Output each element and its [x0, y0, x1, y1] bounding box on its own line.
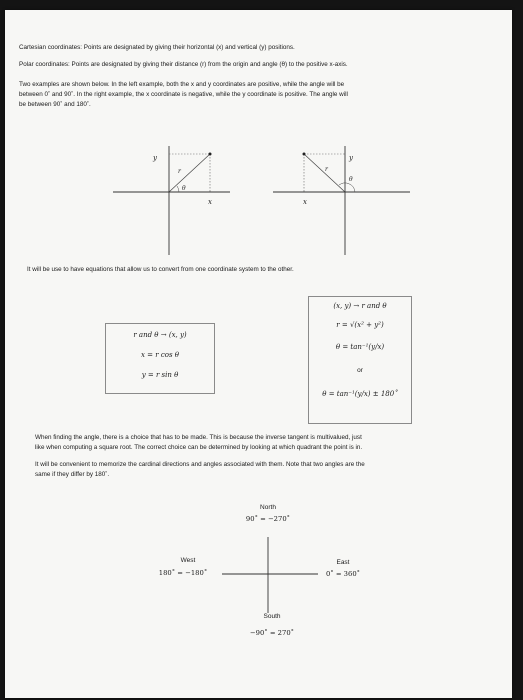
left-point [209, 153, 212, 156]
left-example-diagram [105, 138, 235, 258]
polar-to-cartesian-box [105, 323, 215, 394]
left-r-label: r [178, 168, 181, 175]
cartesian-to-polar-box [308, 296, 412, 424]
west-label: West [180, 557, 196, 564]
theta-equation: θ = tan⁻¹(y/x) [335, 343, 385, 351]
angle-text-line-1: When finding the angle, there is a choice that has to be made. This is because the inverse tangent is multivalued, just [35, 434, 362, 441]
right-example-diagram [265, 138, 415, 258]
east-angle: 0˚ = 360˚ [325, 570, 361, 578]
south-angle: −90˚ = 270˚ [249, 629, 295, 637]
polar-to-cartesian-heading: r and θ → (x, y) [133, 331, 187, 339]
north-label: North [260, 504, 276, 511]
convert-text: It will be use to have equations that allow us to convert from one coordinate system to the other. [27, 266, 294, 273]
or-label: or [357, 367, 363, 374]
y-equation: y = r sin θ [141, 371, 179, 379]
examples-line-2: between 0˚ and 90˚. In the right example, the x coordinate is negative, while the y coordinate is positive. The angle will [19, 91, 348, 98]
polar-definition: Polar coordinates: Points are designated by giving their distance (r) from the origin and angle (θ) to the positive x-axis. [19, 61, 348, 68]
right-theta-label: θ [349, 176, 353, 183]
cartesian-definition: Cartesian coordinates: Points are designated by giving their horizontal (x) and vertical (y) positions. [19, 44, 295, 51]
north-angle: 90˚ = −270˚ [245, 515, 291, 523]
angle-text-line-3: It will be convenient to memorize the cardinal directions and angles associated with them. Note that two angles are the [35, 461, 365, 468]
x-equation: x = r cos θ [140, 351, 179, 359]
angle-text-line-4: same if they differ by 180˚. [35, 471, 110, 478]
examples-line-3: be between 90˚ and 180˚. [19, 101, 91, 108]
east-label: East [336, 559, 350, 566]
left-x-label: x [208, 198, 212, 206]
examples-line-1: Two examples are shown below. In the left example, both the x and y coordinates are positive, while the angle will be [19, 81, 345, 88]
south-label: South [263, 613, 281, 620]
west-angle: 180˚ = −180˚ [158, 569, 208, 577]
angle-text-line-2: like when computing a square root. The correct choice can be determined by looking at which quadrant the point is in. [35, 444, 363, 451]
theta-alt-equation: θ = tan⁻¹(y/x) ± 180˚ [322, 390, 398, 398]
left-y-label: y [153, 154, 157, 162]
r-equation: r = √(x² + y²) [336, 321, 384, 329]
compass-axes [220, 535, 320, 615]
right-r-label: r [325, 166, 328, 173]
cartesian-to-polar-heading: (x, y) → r and θ [333, 302, 387, 310]
right-y-label: y [349, 154, 353, 162]
left-theta-label: θ [182, 185, 186, 192]
right-point [303, 153, 306, 156]
document-page [5, 10, 512, 698]
right-x-label: x [303, 198, 307, 206]
